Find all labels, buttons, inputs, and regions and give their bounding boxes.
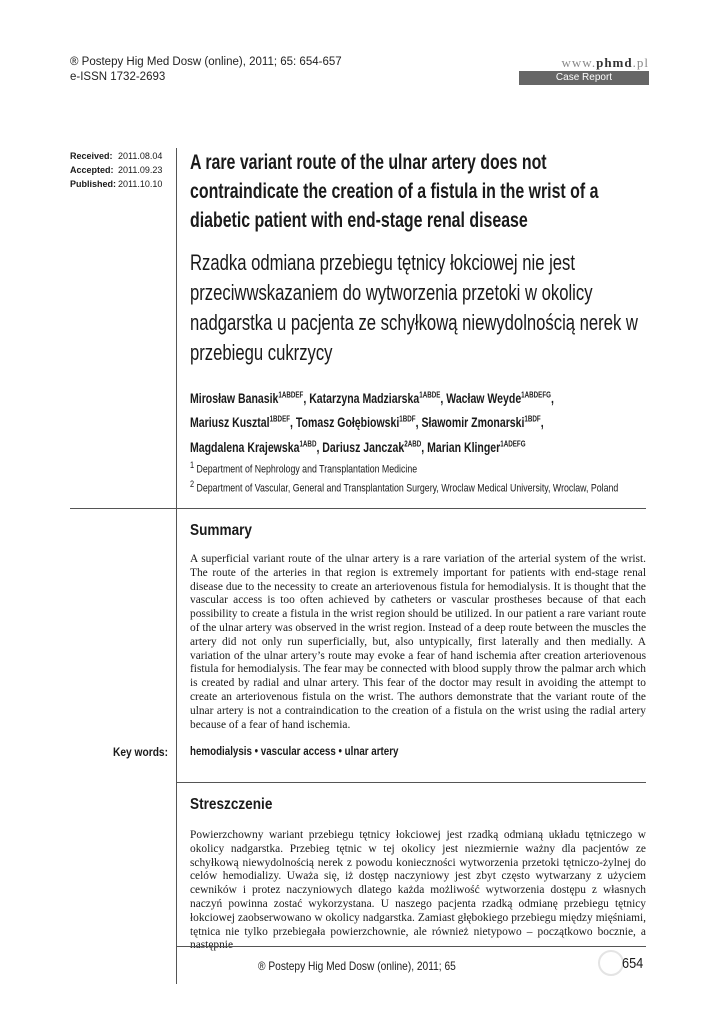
publication-dates <box>70 149 162 191</box>
section-divider <box>70 508 646 509</box>
date-label: Received: <box>70 151 113 161</box>
date-value: 2011.09.23 <box>118 165 163 175</box>
issn: e-ISSN 1732-2693 <box>70 71 166 83</box>
summary-heading: Summary <box>190 522 252 539</box>
author: Tomasz Gołębiowski$^{1BDF}$, <box>295 414 422 430</box>
author-list <box>190 384 674 458</box>
author: Dariusz Janczak$^{2ABD}$, <box>322 439 428 455</box>
keyword: hemodialysis <box>190 746 252 758</box>
author: Mirosław Banasik$^{1ABDEF}$, <box>190 390 310 406</box>
author: Sławomir Zmonarski$^{1BDF}$, <box>421 414 544 430</box>
author: Wacław Weyde$^{1ABDEFG}$, <box>446 390 554 406</box>
streszczenie-heading: Streszczenie <box>190 796 273 813</box>
keywords-list: hemodialysis • vascular access • ulnar artery <box>190 746 399 758</box>
section-divider <box>176 782 646 783</box>
date-row <box>70 177 162 191</box>
streszczenie-text: Powierzchowny wariant przebiegu tętnicy łokciowej jest rzadką odmianą układu tętniczego w okolicy nadgarstka. Przebieg tętnic w tej okolicy jest niezmiernie ważny dla pacjentów ze schyłkową niewydolnością nerek z powodu konieczności wytworzenia przetoki tętniczo-żylnej do celów hemodializy. Uważa się, iż dostęp naczyniowy jest zbyt często wytwarzany z użyciem cewników i protez naczyniowych dlatego każda możliwość wytworzenia dostępu z własnych naczyń powinna zostać wykorzystana. U naszego pacjenta rzadką odmianę przebiegu tętnicy łokciowej zaobserwowano w okolicy nadgarstka. Zamiast głębokiego przebiegu między mięśniami, tętnica nie tylko przebiegała powierzchownie, ale również nietypowo – początkowo bocznie, a <box>190 829 646 938</box>
page-number: 654 <box>622 955 644 972</box>
keywords-label: Key words: <box>113 745 168 759</box>
site-prefix: www. <box>561 55 597 70</box>
author: Mariusz Kusztal$^{1BDEF}$, <box>190 414 296 430</box>
site-name: phmd <box>596 55 633 70</box>
footer-citation: ® Postepy Hig Med Dosw (online), 2011; 65 <box>258 959 456 973</box>
date-row <box>70 163 162 177</box>
footer-divider <box>176 946 646 947</box>
article-type-badge: Case Report <box>519 71 649 85</box>
article-title: A rare variant route of the ulnar artery does not contraindicate the creation of a fistula in the wrist of a diabetic patient with end-stage renal disease <box>190 150 599 232</box>
affiliations <box>190 458 686 495</box>
date-label: Accepted: <box>70 165 114 175</box>
date-row <box>70 149 162 163</box>
affiliation: $^2$ Department of Vascular, General and Transplantation Surgery, Wroclaw Medical University, Wroclaw, Poland <box>190 478 619 495</box>
date-value: 2011.08.04 <box>118 151 163 161</box>
summary-text: A superficial variant route of the ulnar artery is a rare variation of the arterial system of the wrist. The route of the arteries in that region is extremely important for patients with end-stage renal disease due to the necessity to create an arteriovenous fistula for hemodialysis. It is thought that the vascular access is too often achieved by catheters or vascular prostheses because of that each possibility to create a fistula in the wrist region should be utilized. In our patient a rare variant route of the ulnar artery was observed in the wrist region. Instead of a deep route between the muscles the artery did not only run superficially, but, also untypically, first laterally and then medially. A variation of the ulnar artery’s route may evoke a fear of hand ischemia after creation arteriovenous fistula for hemodialysis. The fear may be connected with blood supply throw the palmar arch which is created by radial and ulnar artery. This fear of the doctor may result in avoiding the attempt to create an arteriovenous fistula on the wrist. The authors demonstrate that the variant route of the ulnar artery is not a contraindication to the creation of a fistula on the wrist using the radial artery because of a fear of hand ischemia. <box>190 553 646 731</box>
journal-website[interactable] <box>562 55 649 71</box>
author: Katarzyna Madziarska$^{1ABDE}$, <box>309 390 447 406</box>
date-label: Published: <box>70 179 117 189</box>
affiliation: $^1$ Department of Nephrology and Transplantation Medicine <box>190 460 418 476</box>
column-divider <box>176 148 177 984</box>
author: Marian Klinger$^{1ADEFG}$ <box>427 439 526 455</box>
site-suffix: .pl <box>632 55 649 70</box>
keyword: vascular access <box>260 746 336 758</box>
date-value: 2011.10.10 <box>118 179 163 189</box>
journal-citation: ® Postepy Hig Med Dosw (online), 2011; 65: 654-657 <box>70 56 342 68</box>
watermark-icon <box>598 950 624 976</box>
author: Magdalena Krajewska$^{1ABD}$, <box>190 439 323 455</box>
article-title-polish: Rzadka odmiana przebiegu tętnicy łokciowej nie jest przeciwwskazaniem do wytworzenia przetoki w okolicy nadgarstka u pacjenta ze schyłkową niewydolnością nerek w przebiegu cukrzycy <box>190 250 638 365</box>
keyword: ulnar artery <box>344 746 399 758</box>
